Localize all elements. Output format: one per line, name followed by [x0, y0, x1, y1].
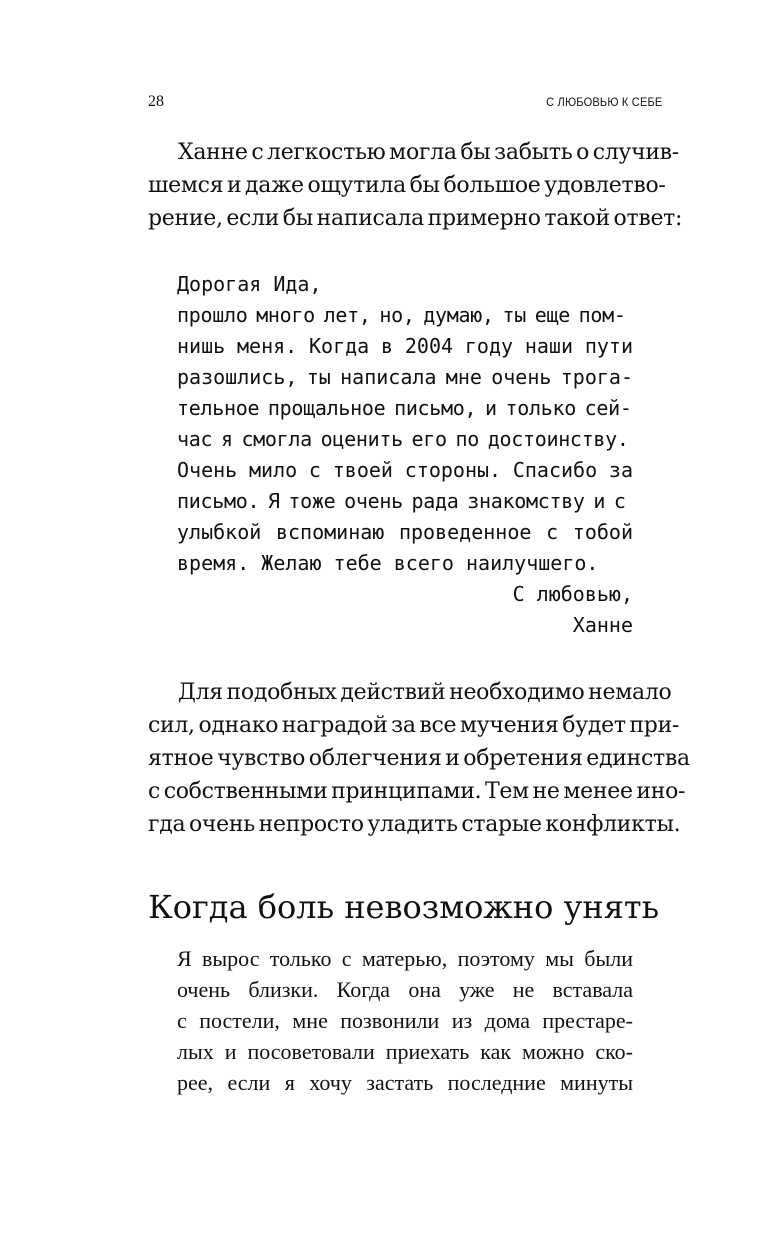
paragraph-line: сил, однако наградой за все мучения будет при- [148, 713, 680, 738]
paragraph-line: Ханне с легкостью могла бы забыть о случив- [178, 140, 679, 165]
letter-signature: Ханне [572, 613, 633, 637]
letter-line: прошло много лет, но, думаю, ты еще пом- [177, 303, 626, 327]
letter-closing: С любовью, [512, 582, 633, 606]
quoted-letter [177, 269, 633, 641]
letter-line: час я смогла оценить его по достоинству. [177, 427, 629, 451]
story-excerpt [177, 943, 633, 1098]
letter-line: письмо. Я тоже очень рада знакомству и с [177, 489, 626, 513]
story-line: очень близки. Когда она уже не вставала [177, 977, 633, 1002]
story-line: Я вырос только с матерью, поэтому мы были [177, 946, 633, 971]
story-line: лых и посоветовали приехать как можно ско- [177, 1039, 633, 1064]
paragraph-line: ятное чувство облегчения и обретения единства [148, 746, 690, 771]
story-line: рее, если я хочу застать последние минуты [177, 1070, 633, 1095]
letter-line: время. Желаю тебе всего наилучшего. [177, 551, 599, 575]
paragraph-conclusion [148, 676, 690, 841]
letter-line: нишь меня. Когда в 2004 году наши пути [177, 334, 633, 358]
letter-line: улыбкой вспоминаю проведенное с тобой [177, 520, 633, 544]
story-line: с постели, мне позвонили из дома престаре- [177, 1008, 633, 1033]
paragraph-line: гда очень непросто уладить старые конфликты. [148, 812, 681, 837]
letter-line: тельное прощальное письмо, и только сей- [177, 396, 632, 420]
running-title: С ЛЮБОВЬЮ К СЕБЕ [545, 95, 662, 109]
page-number: 28 [148, 93, 164, 110]
paragraph-line: рение, если бы написала примерно такой ответ: [148, 206, 683, 231]
running-header [148, 92, 664, 112]
paragraph-line: Для подобных действий необходимо немало [178, 680, 672, 705]
paragraph-line: шемся и даже ощутила бы большое удовлетво- [148, 173, 666, 198]
section-heading: Когда боль невозможно унять [148, 888, 660, 926]
paragraph-line: с собственными принципами. Тем не менее ино- [148, 779, 686, 804]
letter-line: разошлись, ты написала мне очень трога- [177, 365, 633, 389]
paragraph-intro [148, 136, 683, 235]
letter-line: Очень мило с твоей стороны. Спасибо за [177, 458, 633, 482]
letter-greeting: Дорогая Ида, [177, 272, 322, 296]
